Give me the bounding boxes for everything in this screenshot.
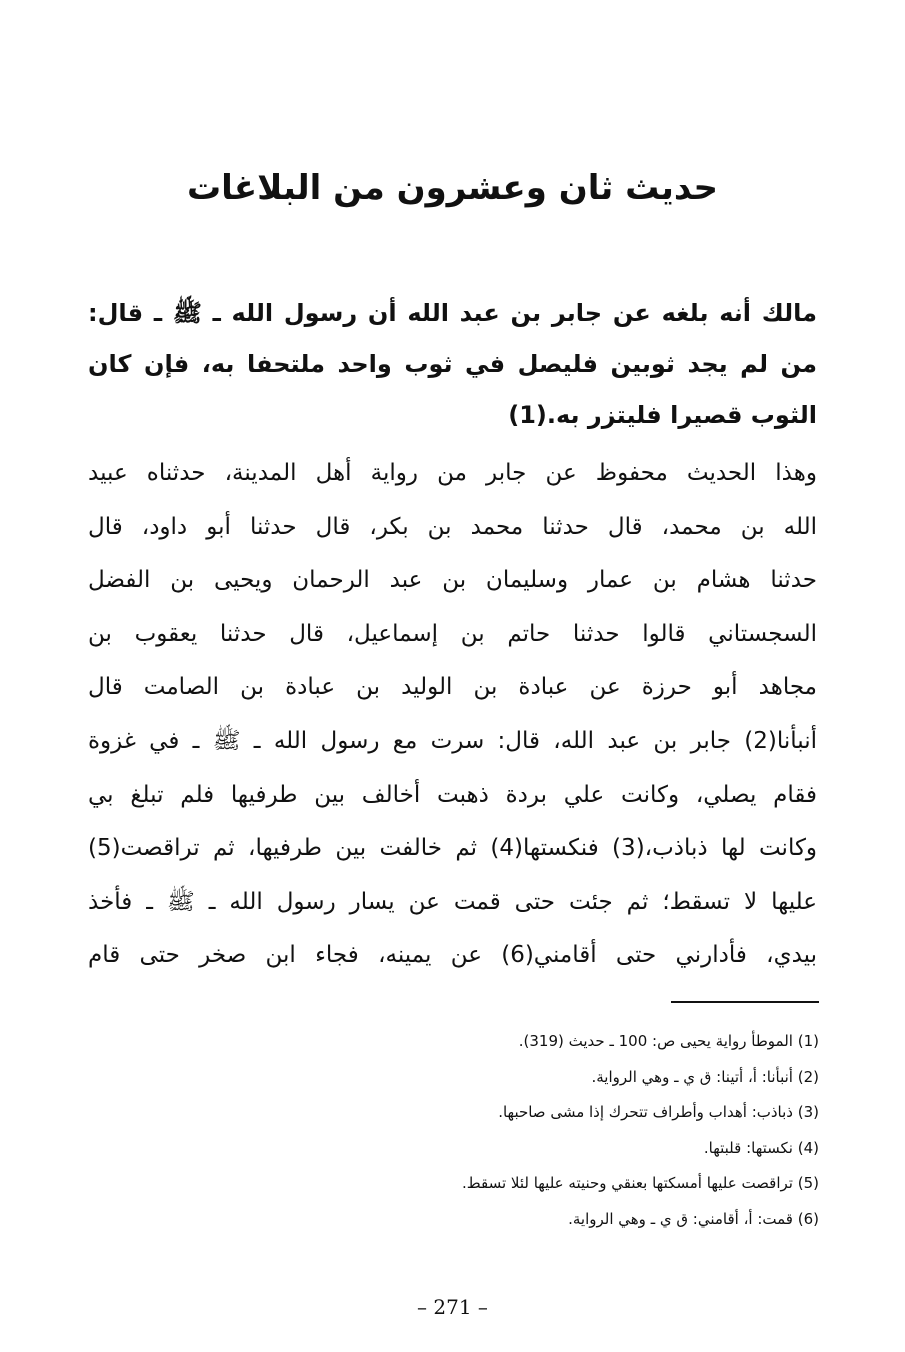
body-line: وهذا الحديث محفوظ عن جابر من رواية أهل المدينة، حدثناه عبيد <box>88 460 817 486</box>
body-line: السجستاني قالوا حدثنا حاتم بن إسماعيل، قال حدثنا يعقوب بن <box>88 620 817 647</box>
body-line: الله بن محمد، قال حدثنا محمد بن بكر، قال حدثنا أبو داود، قال <box>88 513 817 540</box>
footnote: (3) ذباذب: أهداب وأطراف تتحرك إذا مشى صاحبها. <box>498 1103 819 1122</box>
body-line: وكانت لها ذباذب،(3) فنكستها(4) ثم خالفت بين طرفيها، ثم تراقصت(5) <box>88 835 817 862</box>
hadith-text <box>88 288 817 441</box>
hadith-line: مالك أنه بلغه عن جابر بن عبد الله أن رسول الله ـ ﷺ ـ قال: <box>88 299 817 327</box>
body-line: مجاهد أبو حرزة عن عبادة بن الوليد بن عبادة بن الصامت قال <box>88 674 817 701</box>
chapter-title: حديث ثان وعشرون من البلاغات <box>187 168 718 208</box>
body-line: فقام يصلي، وكانت علي بردة ذهبت أخالف بين طرفيها فلم تبلغ بي <box>88 781 817 808</box>
hadith-line: من لم يجد ثوبين فليصل في ثوب واحد ملتحفا به، فإن كان <box>88 350 817 378</box>
body-line: بيدي، فأدارني حتى أقامني(6) عن يمينه، فجاء ابن صخر حتى قام <box>88 942 817 969</box>
footnote: (2) أنبأنا: أ، أتينا: ق ي ـ وهي الرواية. <box>591 1067 819 1086</box>
footnote: (5) تراقصت عليها أمسكتها بعنقي وحنيته عليها لئلا تسقط. <box>461 1174 819 1193</box>
body-line: حدثنا هشام بن عمار وسليمان بن عبد الرحمان ويحيى بن الفضل <box>88 567 817 594</box>
page-number: – 271 – <box>417 1295 488 1319</box>
footnotes <box>88 1024 819 1238</box>
hadith-line: الثوب قصيرا فليتزر به.(1) <box>508 401 817 429</box>
footnote: (1) الموطأ رواية يحيى ص: 100 ـ حديث (319). <box>518 1032 819 1050</box>
body-line: عليها لا تسقط؛ ثم جئت حتى قمت عن يسار رسول الله ـ ﷺ ـ فأخذ <box>88 888 817 915</box>
footnote-divider <box>671 1001 819 1003</box>
footnote: (4) نكستها: قلبتها. <box>703 1138 819 1157</box>
footnote: (6) قمت: أ، أقامني: ق ي ـ وهي الرواية. <box>568 1209 819 1228</box>
commentary-text <box>88 447 817 983</box>
body-line: أنبأنا(2) جابر بن عبد الله، قال: سرت مع رسول الله ـ ﷺ ـ في غزوة <box>88 727 817 754</box>
